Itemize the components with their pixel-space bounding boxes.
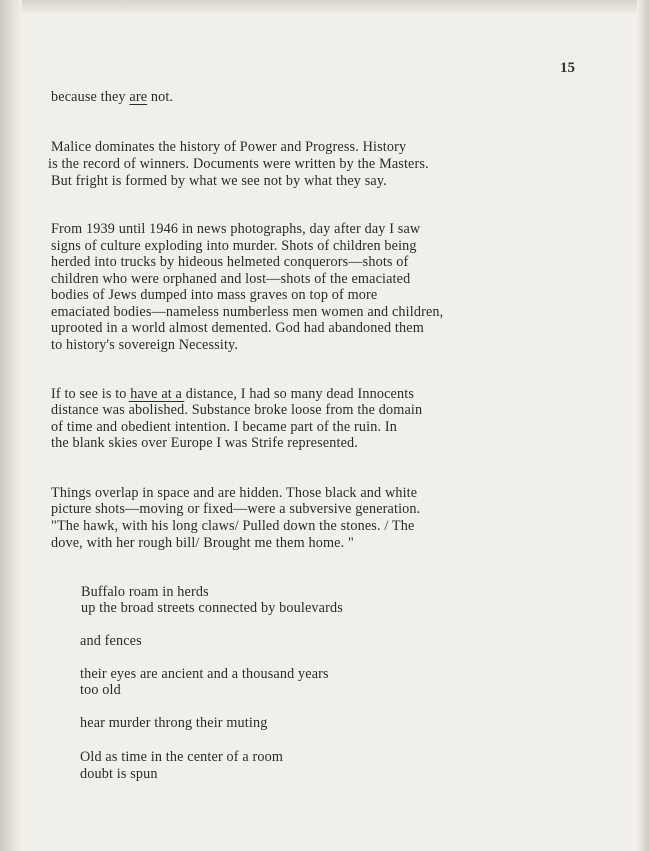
page-top-edge [0,0,649,14]
para3-line1-after: at a distance, I had so many dead Innocents [157,386,414,402]
opening-text-after: not. [147,89,174,105]
para4-line: dove, with her rough bill/ Brought me them home. " [51,535,354,551]
para2-line: children who were orphaned and lost—shots of the emaciated [51,271,411,287]
poem-line: doubt is spun [80,766,158,782]
para3-line [51,386,414,403]
opening-emphasis: are [129,89,148,105]
para3-line1-before: If to see is to [51,386,131,402]
para2-line: to history's sovereign Necessity. [51,337,239,353]
para3-line: of time and obedient intention. I became part of the ruin. In [51,419,397,435]
para2-line: emaciated bodies—nameless numberless men women and children, [51,304,444,320]
para2-line: signs of culture exploding into murder. Shots of children being [51,238,417,254]
opening-text-before: because they [51,89,130,105]
para2-line: bodies of Jews dumped into mass graves on top of more [51,287,378,303]
poem-line: their eyes are ancient and a thousand years [80,666,329,682]
page-number: 15 [560,60,575,76]
page-right-edge [637,0,649,851]
poem-line: hear murder throng their muting [80,715,268,731]
para3-emphasis-have: have [130,386,158,402]
para1-line: Malice dominates the history of Power and Progress. History [51,139,407,155]
poem-line: too old [80,682,121,698]
para1-line: is the record of winners. Documents were written by the Masters. [48,156,429,172]
poem-line: and fences [80,633,142,649]
para2-line: herded into trucks by hideous helmeted conquerors—shots of [51,254,409,270]
poem-line: up the broad streets connected by boulevards [81,600,343,616]
poem-line: Old as time in the center of a room [80,749,284,765]
poem-line: Buffalo roam in herds [81,584,209,600]
para1-line: But fright is formed by what we see not by what they say. [51,173,387,189]
para2-line: From 1939 until 1946 in news photographs, day after day I saw [51,221,421,237]
para3-line2-after: . Substance broke loose from the domain [184,402,423,418]
para3-emphasis-abolished: abolished [128,402,185,418]
para4-line: "The hawk, with his long claws/ Pulled down the stones. / The [51,518,415,534]
para3-line: the blank skies over Europe I was Strife represented. [51,435,358,451]
para4-line: picture shots—moving or fixed—were a subversive generation. [51,501,421,517]
opening-line [51,89,173,106]
para4-line: Things overlap in space and are hidden. Those black and white [51,485,418,501]
para3-line2-before: distance was [51,402,129,418]
para2-line: uprooted in a world almost demented. God had abandoned them [51,320,424,336]
book-gutter-shadow [0,0,22,851]
para3-line [51,402,422,419]
